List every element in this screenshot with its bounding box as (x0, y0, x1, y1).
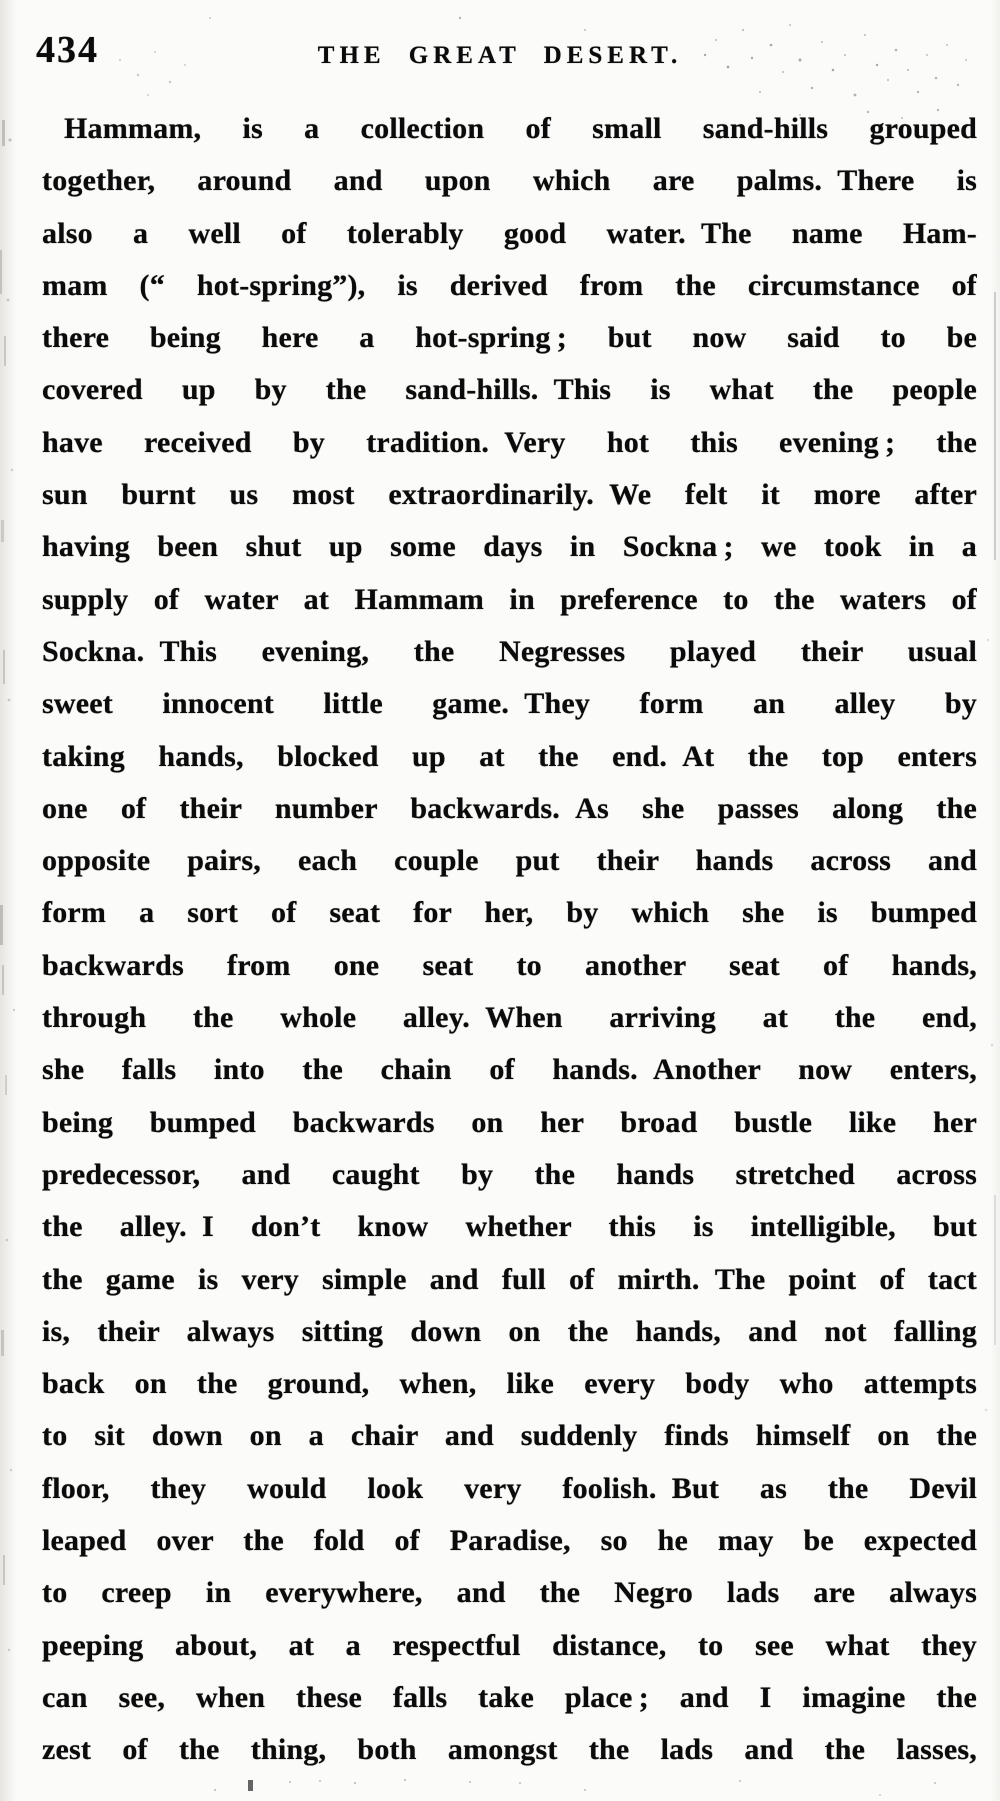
text-line: zest of the thing, both amongst the lads and the lasses, (42, 1733, 977, 1767)
text-line: opposite pairs, each couple put their hands across and (42, 844, 977, 878)
text-line: peeping about, at a respectful distance, to see what they (42, 1628, 977, 1662)
text-line: being bumped backwards on her broad bustle like her (42, 1105, 977, 1139)
text-line: she falls into the chain of hands. Another now enters, (42, 1053, 977, 1087)
text-line: the game is very simple and full of mirth. The point of tact (42, 1262, 977, 1296)
text-line: form a sort of seat for her, by which she is bumped (42, 896, 977, 930)
running-head: THE GREAT DESERT. (317, 42, 683, 69)
text-line: covered up by the sand-hills. This is what the people (42, 373, 977, 407)
text-line: one of their number backwards. As she passes along the (42, 791, 977, 825)
body-text (42, 103, 977, 1777)
text-line: supply of water at Hammam in preference to the waters of (42, 582, 977, 616)
text-line: together, around and upon which are palms. There is (42, 164, 977, 198)
text-line: having been shut up some days in Sockna ; we took in a (42, 530, 977, 564)
text-line: is, their always sitting down on the hands, and not falling (42, 1314, 977, 1348)
text-line: also a well of tolerably good water. The name Ham- (42, 216, 977, 250)
text-line: mam (“ hot-spring”), is derived from the circumstance of (42, 268, 977, 302)
text-line: Hammam, is a collection of small sand-hills grouped (64, 112, 977, 145)
text-line: leaped over the fold of Paradise, so he may be expected (42, 1524, 977, 1558)
text-line: to creep in everywhere, and the Negro lads are always (42, 1576, 977, 1610)
text-line: sweet innocent little game. They form an alley by (42, 687, 977, 721)
text-line: there being here a hot-spring ; but now said to be (42, 321, 977, 355)
text-line: back on the ground, when, like every body who attempts (42, 1367, 977, 1401)
text-line: can see, when these falls take place ; and I imagine the (42, 1680, 977, 1714)
text-line: through the whole alley. When arriving at the end, (42, 1001, 977, 1035)
page-number: 434 (36, 29, 99, 71)
text-line: floor, they would look very foolish. But as the Devil (42, 1471, 977, 1505)
text-line: have received by tradition. Very hot this evening ; the (42, 425, 977, 459)
text-line: the alley. I don’t know whether this is intelligible, but (42, 1210, 977, 1244)
text-line: sun burnt us most extraordinarily. We felt it more after (42, 478, 977, 512)
text-line: backwards from one seat to another seat of hands, (42, 948, 977, 982)
text-line: Sockna. This evening, the Negresses played their usual (42, 634, 977, 668)
text-line: predecessor, and caught by the hands stretched across (42, 1157, 977, 1191)
text-line: taking hands, blocked up at the end. At the top enters (42, 739, 977, 773)
text-line: to sit down on a chair and suddenly finds himself on the (42, 1419, 977, 1453)
